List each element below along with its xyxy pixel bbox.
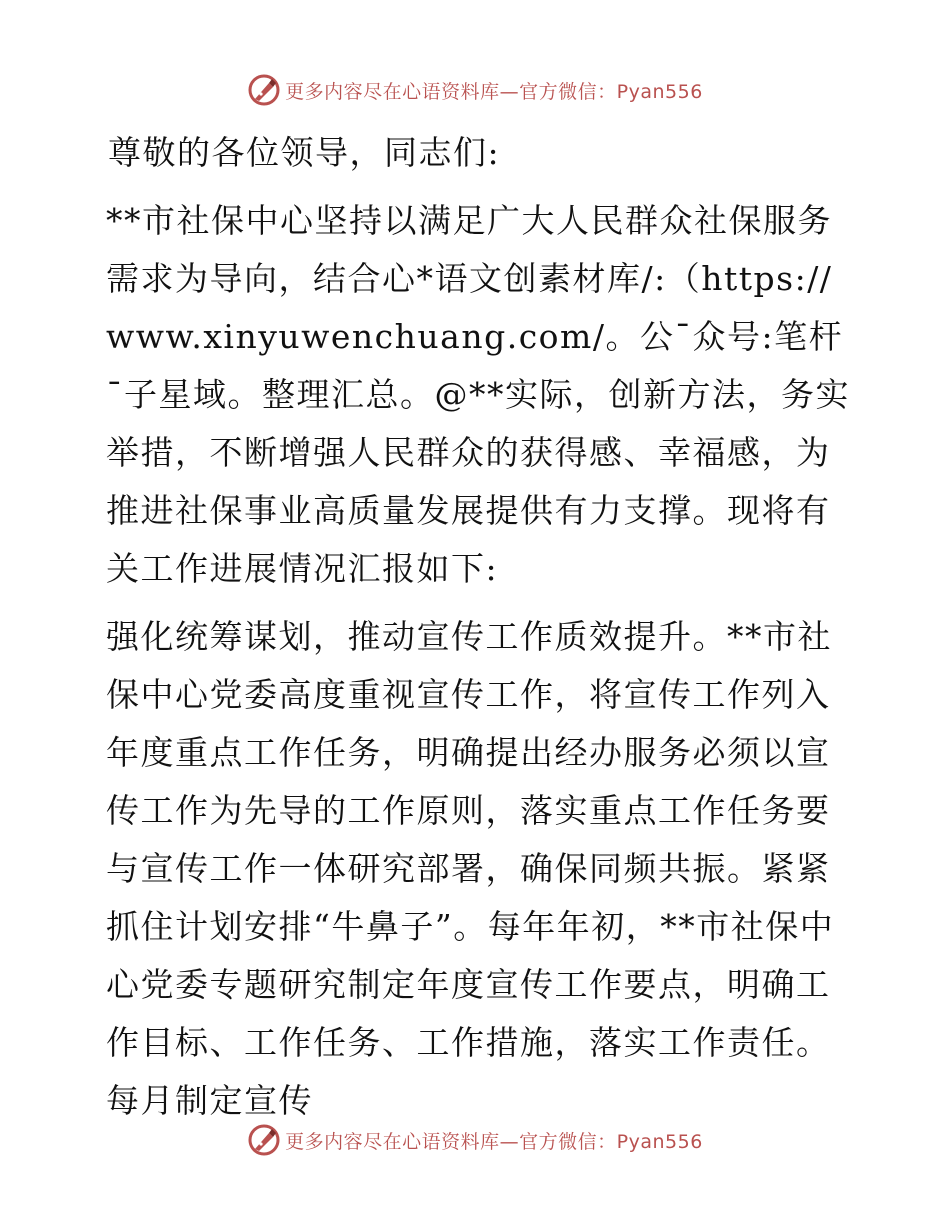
pen-nib-logo-icon [247,1123,281,1157]
footer-watermark-text: 更多内容尽在心语资料库—官方微信：Pyan556 [285,1130,703,1153]
pen-nib-logo-icon [247,73,281,107]
header-watermark-banner [0,70,950,110]
header-watermark-text: 更多内容尽在心语资料库—官方微信：Pyan556 [285,80,703,103]
salutation: 尊敬的各位领导，同志们: [108,133,501,172]
paragraph-2: 强化统筹谋划，推动宣传工作质效提升。**市社保中心党委高度重视宣传工作，将宣传工作列入年度重点工作任务，明确提出经办服务必须以宣传工作为先导的工作原则，落实重点工作任务要与宣传工作一体研究部署，确保同频共振。紧紧抓住计划安排“牛鼻子”。每年年初，**市社保中心党委专题研究制定年度宣传工作要点，明确工作目标、工作任务、工作措施，落实工作责任。每月制定宣传 [106,617,835,1120]
document-body [98,124,858,1130]
paragraph-1: **市社保中心坚持以满足广大人民群众社保服务需求为导向，结合心*语文创素材库/:（https://www.xinyuwenchuang.com/。公¯众号:笔杆¯子星域。整理汇总。@**实际，创新方法，务实举措，不断增强人民群众的获得感、幸福感，为推进社保事业高质量发展提供有力支撑。现将有关工作进展情况汇报如下: [106,201,850,588]
footer-watermark-banner [0,1120,950,1160]
